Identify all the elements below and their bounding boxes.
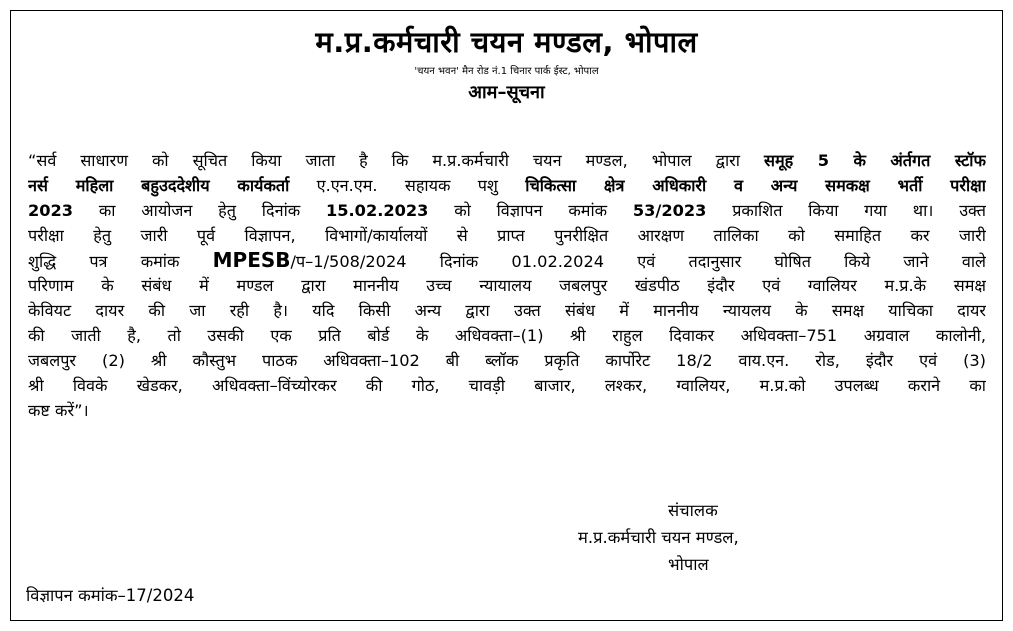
body-line: की जाती है, तो उसकी एक प्रति बोर्ड के अधिवक्ता–(1) श्री राहुल दिवाकर अधिवक्ता–751 अग्रवाल कालोनी, xyxy=(28,326,986,345)
body-line: श्री विवके खेडकर, अधिवक्ता–विंच्योरकर की गोठ, चावड़ी बाजार, लश्कर, ग्वालियर, म.प्र.को उपलब्ध कराने का xyxy=(28,376,986,395)
body-line: शुद्धि पत्र कमांक MPESB/प–1/508/2024 दिनांक 01.02.2024 एवं तदानुसार घोषित किये जाने वाले xyxy=(28,248,986,272)
signatory-designation: संचालक xyxy=(668,501,718,520)
notice-heading: आम–सूचना xyxy=(468,82,545,103)
page-title: म.प्र.कर्मचारी चयन मण्डल, भोपाल xyxy=(315,25,698,59)
notice-body xyxy=(28,148,986,423)
signatory-city: भोपाल xyxy=(668,555,709,574)
body-line: परीक्षा हेतु जारी पूर्व विज्ञापन, विभागों/कार्यालयों से प्राप्त पुनरीक्षित आरक्षण तालिका को समाहित कर जारी xyxy=(28,226,986,245)
body-line: जबलपुर (2) श्री कौस्तुभ पाठक अधिवक्ता–102 बी ब्लॉक प्रकृति कार्पोरेट 18/2 वाय.एन. रोड, इंदौर एवं (3) xyxy=(28,351,986,370)
body-line: नर्स महिला बहुउददेशीय कार्यकर्ता ए.एन.एम. सहायक पशु चिकित्सा क्षेत्र अधिकारी व अन्य समकक्ष भर्ती परीक्षा xyxy=(28,176,986,195)
address-line: 'चयन भवन' मैन रोड नं.1 चिनार पार्क ईस्ट, भोपाल xyxy=(414,66,599,77)
signature-block xyxy=(520,497,940,578)
body-line: केवियट दायर की जा रही है। यदि किसी अन्य द्वारा उक्त संबंध में माननीय न्यायलय के समक्ष याचिका दायर xyxy=(28,301,986,320)
body-line: “सर्व साधारण को सूचित किया जाता है कि म.प्र.कर्मचारी चयन मण्डल, भोपाल द्वारा समूह 5 के अंर्तगत स्टॉफ xyxy=(28,151,986,170)
advertisement-number: विज्ञापन कमांक–17/2024 xyxy=(26,586,195,605)
body-line: परिणाम के संबंध में मण्डल द्वारा माननीय उच्च न्यायालय जबलपुर खंडपीठ इंदौर एवं ग्वालियर म.प्र.के समक्ष xyxy=(28,276,986,295)
signatory-organization: म.प्र.कर्मचारी चयन मण्डल, xyxy=(578,528,739,547)
body-line: 2023 का आयोजन हेतु दिनांक 15.02.2023 को विज्ञापन कमांक 53/2023 प्रकाशित किया गया था। उक्त xyxy=(28,201,986,220)
body-line: कष्ट करें”। xyxy=(28,401,89,420)
